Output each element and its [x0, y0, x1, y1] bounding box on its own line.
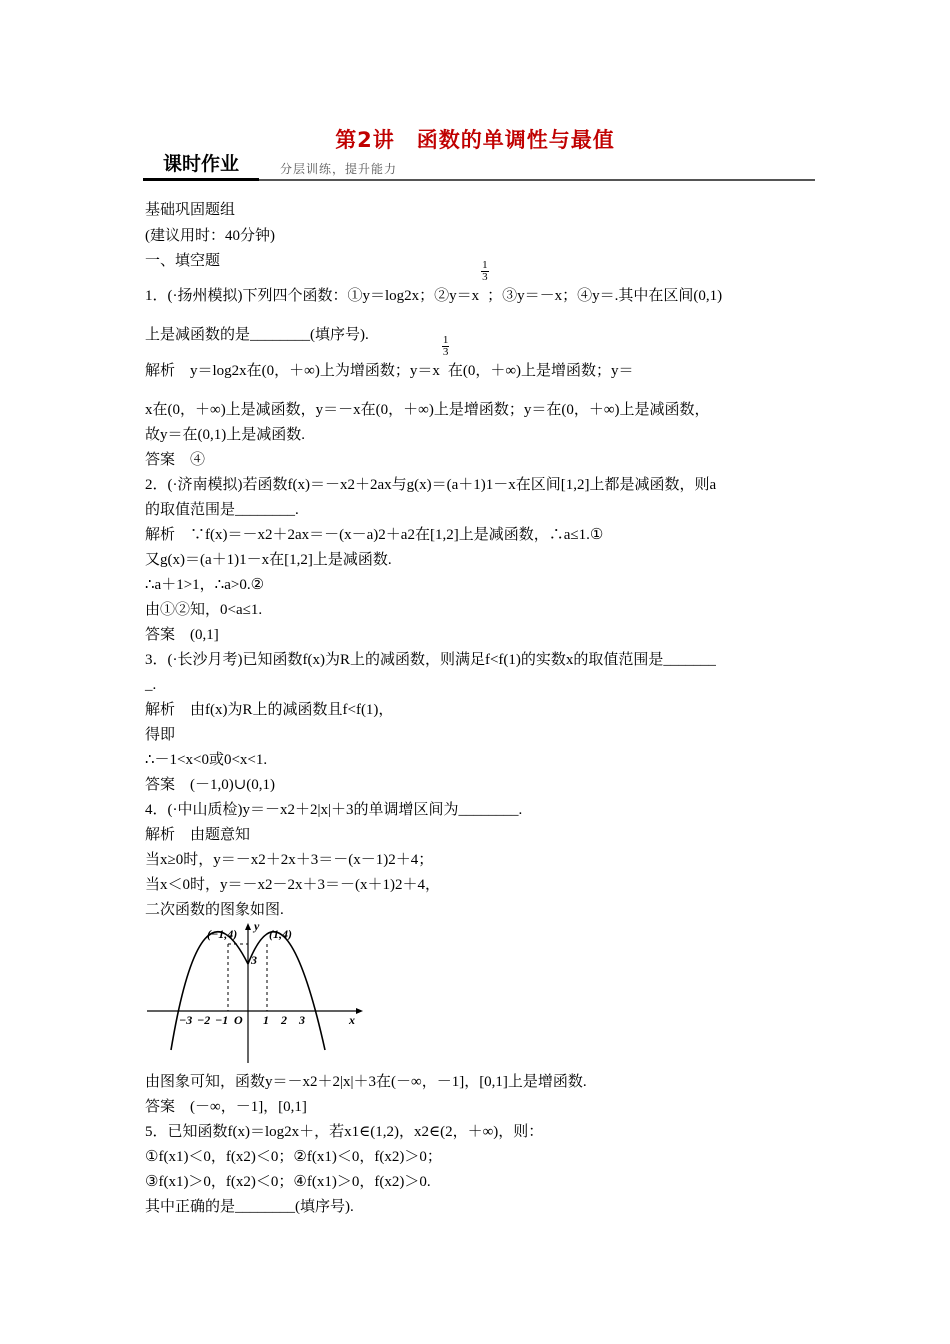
section-subtitle: 分层训练，提升能力: [280, 162, 398, 176]
exponent-denominator: 3: [482, 271, 488, 283]
q1-solution-line-3: 故y＝在(0,1)上是减函数.: [145, 427, 305, 443]
section-label: 课时作业: [162, 153, 239, 175]
y-intercept-label: 3: [251, 953, 257, 967]
exponent-numerator: 1: [482, 259, 488, 271]
x-axis-arrow: [356, 1008, 363, 1014]
q1-answer: 答案 ④: [145, 452, 206, 468]
x-axis-label: x: [349, 1013, 355, 1027]
tick-label-minus-3: −3: [179, 1013, 193, 1027]
q3-solution-line-1: 解析 由f(x)为R上的减函数且f<f(1)，: [145, 702, 394, 718]
tick-label-minus-1: −1: [215, 1013, 229, 1027]
origin-label: O: [234, 1013, 243, 1027]
exponent-fraction-2: [440, 334, 449, 381]
question-4: 4．(·中山质检)y＝－x2＋2|x|＋3的单调增区间为________.: [145, 802, 523, 818]
question-5-line-2: ①f(x1)＜0，f(x2)＜0；②f(x1)＜0，f(x2)＞0；: [145, 1149, 442, 1165]
point-label-right: (1,4): [269, 927, 292, 941]
question-5-line-1: 5．已知函数f(x)＝log2x＋，若x1∈(1,2)，x2∈(2，＋∞)，则：: [145, 1124, 544, 1140]
exponent-fraction: [479, 259, 488, 306]
q2-solution-line-1: 解析 ∵f(x)＝－x2＋2ax＝－(x－a)2＋a2在[1,2]上是减函数，∴a≤1.①: [145, 527, 604, 543]
time-hint: (建议用时：40分钟): [145, 228, 275, 244]
group-title: 基础巩固题组: [145, 202, 236, 218]
tick-label-minus-2: −2: [197, 1013, 211, 1027]
q1-text-b: ；③y＝－x；④y＝.其中在区间(0,1): [487, 288, 723, 304]
question-2-line-1: 2．(·济南模拟)若函数f(x)＝－x2＋2ax与g(x)＝(a＋1)1－x在区间[1,2]上都是减函数，则a: [145, 477, 717, 493]
q2-solution-line-2: 又g(x)＝(a＋1)1－x在[1,2]上是减函数.: [145, 552, 392, 568]
q1-sol-b: 在(0，＋∞)上是增函数；y＝: [447, 363, 634, 379]
q4-answer: 答案 (－∞，－1]，[0,1]: [145, 1099, 307, 1115]
question-5-line-4: 其中正确的是________(填序号).: [145, 1199, 354, 1215]
exponent-denominator-2: 3: [442, 346, 449, 358]
q2-solution-line-4: 由①②知，0<a≤1.: [145, 602, 263, 618]
q4-solution-line-3: 当x＜0时，y＝－x2－2x＋3＝－(x＋1)2＋4，: [145, 877, 440, 893]
q4-solution-line-1: 解析 由题意知: [145, 827, 251, 843]
header-underline-thick: [143, 178, 259, 181]
q4-solution-line-2: 当x≥0时，y＝－x2＋2x＋3＝－(x－1)2＋4；: [145, 852, 434, 868]
q3-answer: 答案 (－1,0)∪(0,1): [145, 777, 276, 793]
q1-text-a: 1．(·扬州模拟)下列四个函数：①y＝log2x；②y＝x: [145, 288, 480, 304]
page-title: 第2讲 函数的单调性与最值: [335, 128, 615, 152]
header-underline-thin: [259, 179, 815, 181]
y-axis-label: y: [254, 920, 260, 933]
q1-solution-line-2: x在(0，＋∞)上是减函数，y＝－x在(0，＋∞)上是增函数；y＝在(0，＋∞)上是减函数，: [145, 402, 710, 418]
tick-label-2: 2: [281, 1013, 287, 1027]
y-axis-arrow: [245, 923, 251, 930]
q4-conclusion: 由图象可知，函数y＝－x2＋2|x|＋3在(－∞，－1]，[0,1]上是增函数.: [145, 1074, 587, 1090]
parabola-left: [171, 932, 248, 1050]
q2-answer: 答案 (0,1]: [145, 627, 219, 643]
parabola-right: [248, 932, 325, 1050]
q2-solution-line-3: ∴a＋1>1，∴a>0.②: [145, 577, 265, 593]
tick-label-3: 3: [299, 1013, 305, 1027]
point-label-left: (−1,4): [207, 927, 238, 941]
question-2-line-2: 的取值范围是________.: [145, 502, 299, 518]
question-3-line-2: _.: [145, 677, 157, 693]
q1-sol-a: 解析 y＝log2x在(0，＋∞)上为增函数；y＝x: [145, 363, 440, 379]
question-1-line-2: 上是减函数的是________(填序号).: [145, 327, 369, 343]
section-fill-blank: 一、填空题: [145, 253, 221, 269]
section-header: [143, 150, 815, 182]
parabola-graph: [145, 920, 370, 1068]
question-5-line-3: ③f(x1)＞0，f(x2)＜0；④f(x1)＞0，f(x2)＞0.: [145, 1174, 431, 1190]
question-3-line-1: 3．(·长沙月考)已知函数f(x)为R上的减函数，则满足f<f(1)的实数x的取值范围是_______: [145, 652, 716, 668]
q3-solution-line-3: ∴－1<x<0或0<x<1.: [145, 752, 268, 768]
tick-label-1: 1: [263, 1013, 269, 1027]
exponent-numerator-2: 1: [442, 334, 449, 346]
q3-solution-line-2: 得即: [145, 727, 176, 743]
q4-solution-line-4: 二次函数的图象如图.: [145, 902, 284, 918]
